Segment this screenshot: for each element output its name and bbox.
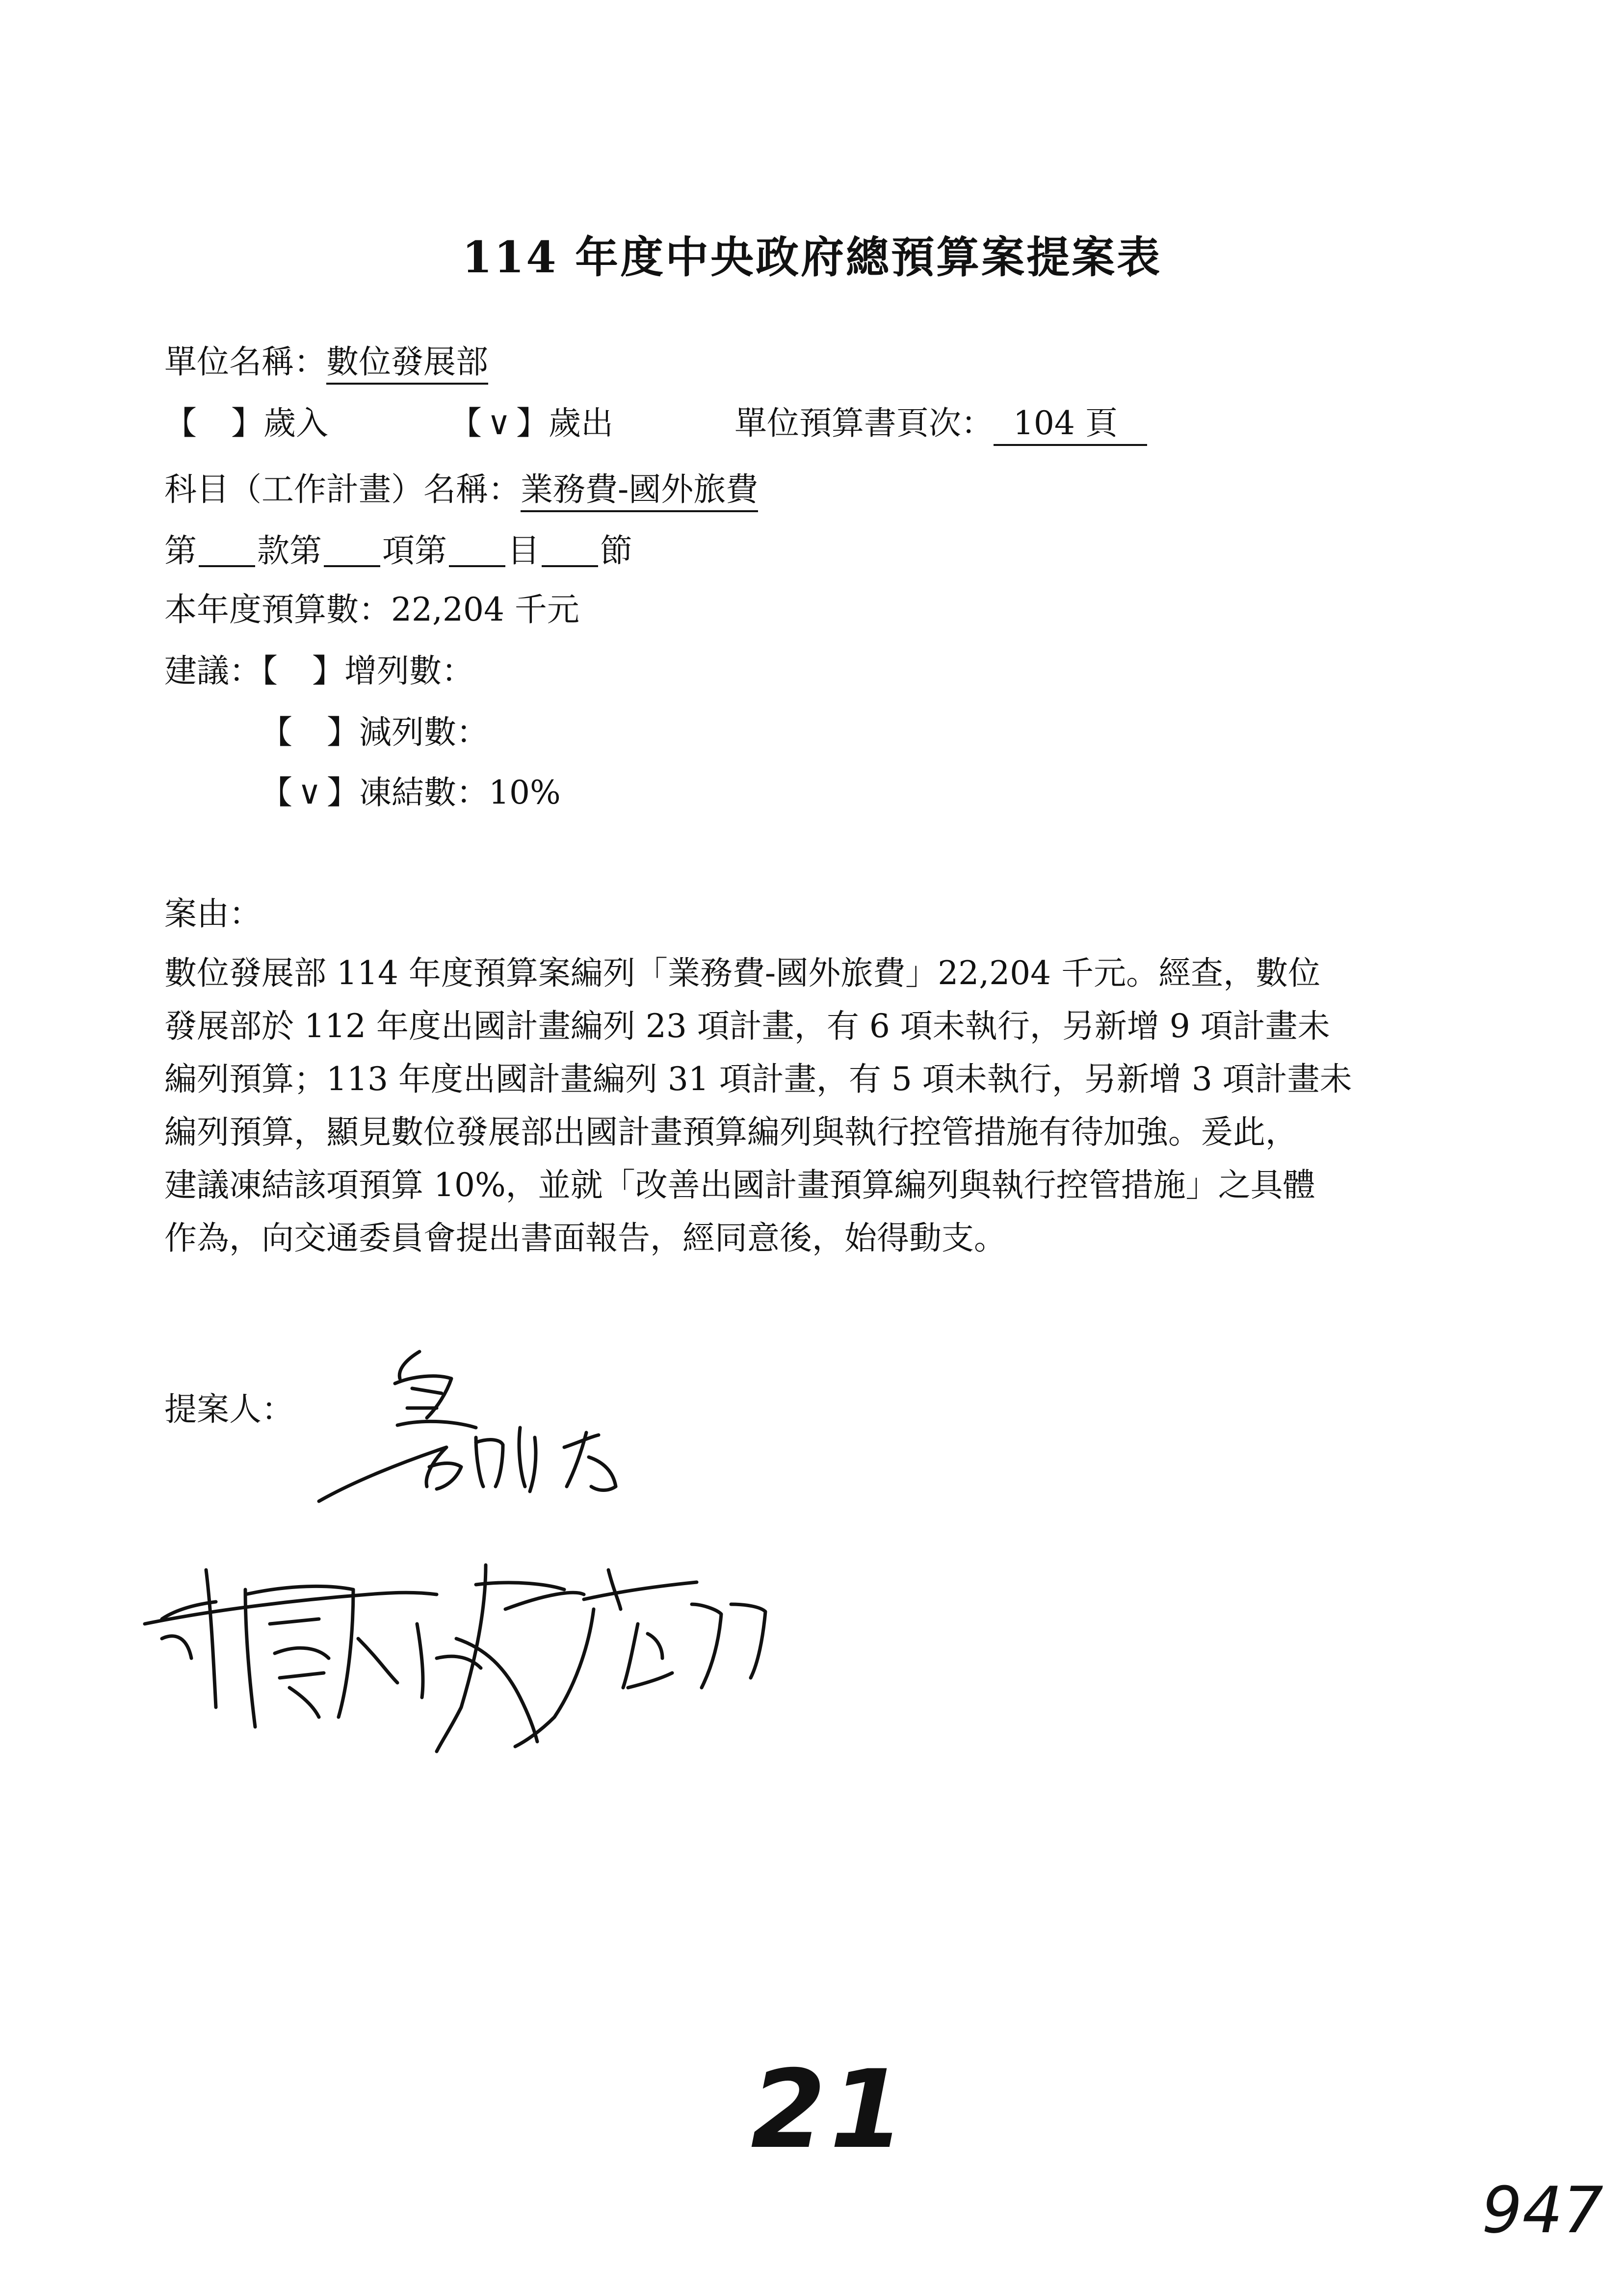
subject-value: 業務費-國外旅費 [521,470,758,512]
subject-label: 科目（工作計畫）名稱： [164,470,521,508]
reason-body [164,947,1499,1265]
budget-value: 22,204 千元 [391,591,579,628]
unit-label: 單位名稱： [164,343,326,381]
unit-value: 數位發展部 [326,343,488,385]
budget-row [164,591,579,628]
reason-line: 編列預算，顯見數位發展部出國計畫預算編列與執行控管措施有待加強。爰此， [164,1113,1298,1151]
expense-label: 歲出 [548,404,613,442]
reason-line: 編列預算；113 年度出國計畫編列 31 項計畫，有 5 項未執行，另新增 3 項計畫未 [164,1060,1352,1098]
increase-label: 增列數： [344,652,474,690]
section-part-1: 第 [164,532,197,570]
handwritten-corner-number: 947 [1482,2173,1604,2247]
section-part-5: 節 [600,532,632,570]
section-blank-3 [449,536,505,567]
reason-line: 數位發展部 114 年度預算案編列「業務費-國外旅費」22,204 千元。經查，數位 [164,954,1321,992]
suggestion-decrease-row [260,713,489,751]
signature-2 [142,1511,790,1786]
signature-1 [314,1339,657,1526]
section-blank-4 [542,536,598,567]
section-part-3: 項第 [382,532,447,570]
section-blank-1 [199,536,255,567]
revenue-label: 歲入 [263,404,328,442]
budget-label: 本年度預算數： [164,591,391,628]
revenue-checkbox: 【 】 [164,404,263,442]
decrease-label: 減列數： [359,713,489,751]
section-blank-2 [324,536,380,567]
increase-checkbox: 【 】 [262,652,344,690]
suggestion-freeze-row [260,774,561,811]
section-part-4: 目 [507,532,540,570]
page-number-label: 單位預算書頁次： [734,404,994,442]
section-part-2: 款第 [257,532,322,570]
unit-row [164,343,488,381]
decrease-checkbox: 【 】 [260,713,359,751]
freeze-label: 凍結數： [359,774,489,811]
page-number-value: 104 頁 [994,404,1147,446]
proposer-label: 提案人： [164,1390,294,1428]
reason-line: 發展部於 112 年度出國計畫編列 23 項計畫，有 6 項未執行，另新增 9 項計畫未 [164,1007,1330,1045]
page-title: 114 年度中央政府總預算案提案表 [462,232,1162,283]
budget-type-row [164,404,1147,442]
reason-label: 案由： [164,895,262,933]
section-row [164,532,632,570]
expense-checkbox: 【 ∨ 】 [449,404,549,442]
suggestion-increase-row [164,652,474,690]
suggestion-label: 建議： [164,652,262,690]
handwritten-page-number: 21 [751,2047,909,2172]
freeze-value: 10% [489,774,561,811]
freeze-checkbox: 【 ∨ 】 [260,774,359,811]
reason-line: 作為，向交通委員會提出書面報告，經同意後，始得動支。 [164,1219,1006,1257]
subject-row [164,470,759,508]
reason-line: 建議凍結該項預算 10%，並就「改善出國計畫預算編列與執行控管措施」之具體 [164,1166,1315,1204]
